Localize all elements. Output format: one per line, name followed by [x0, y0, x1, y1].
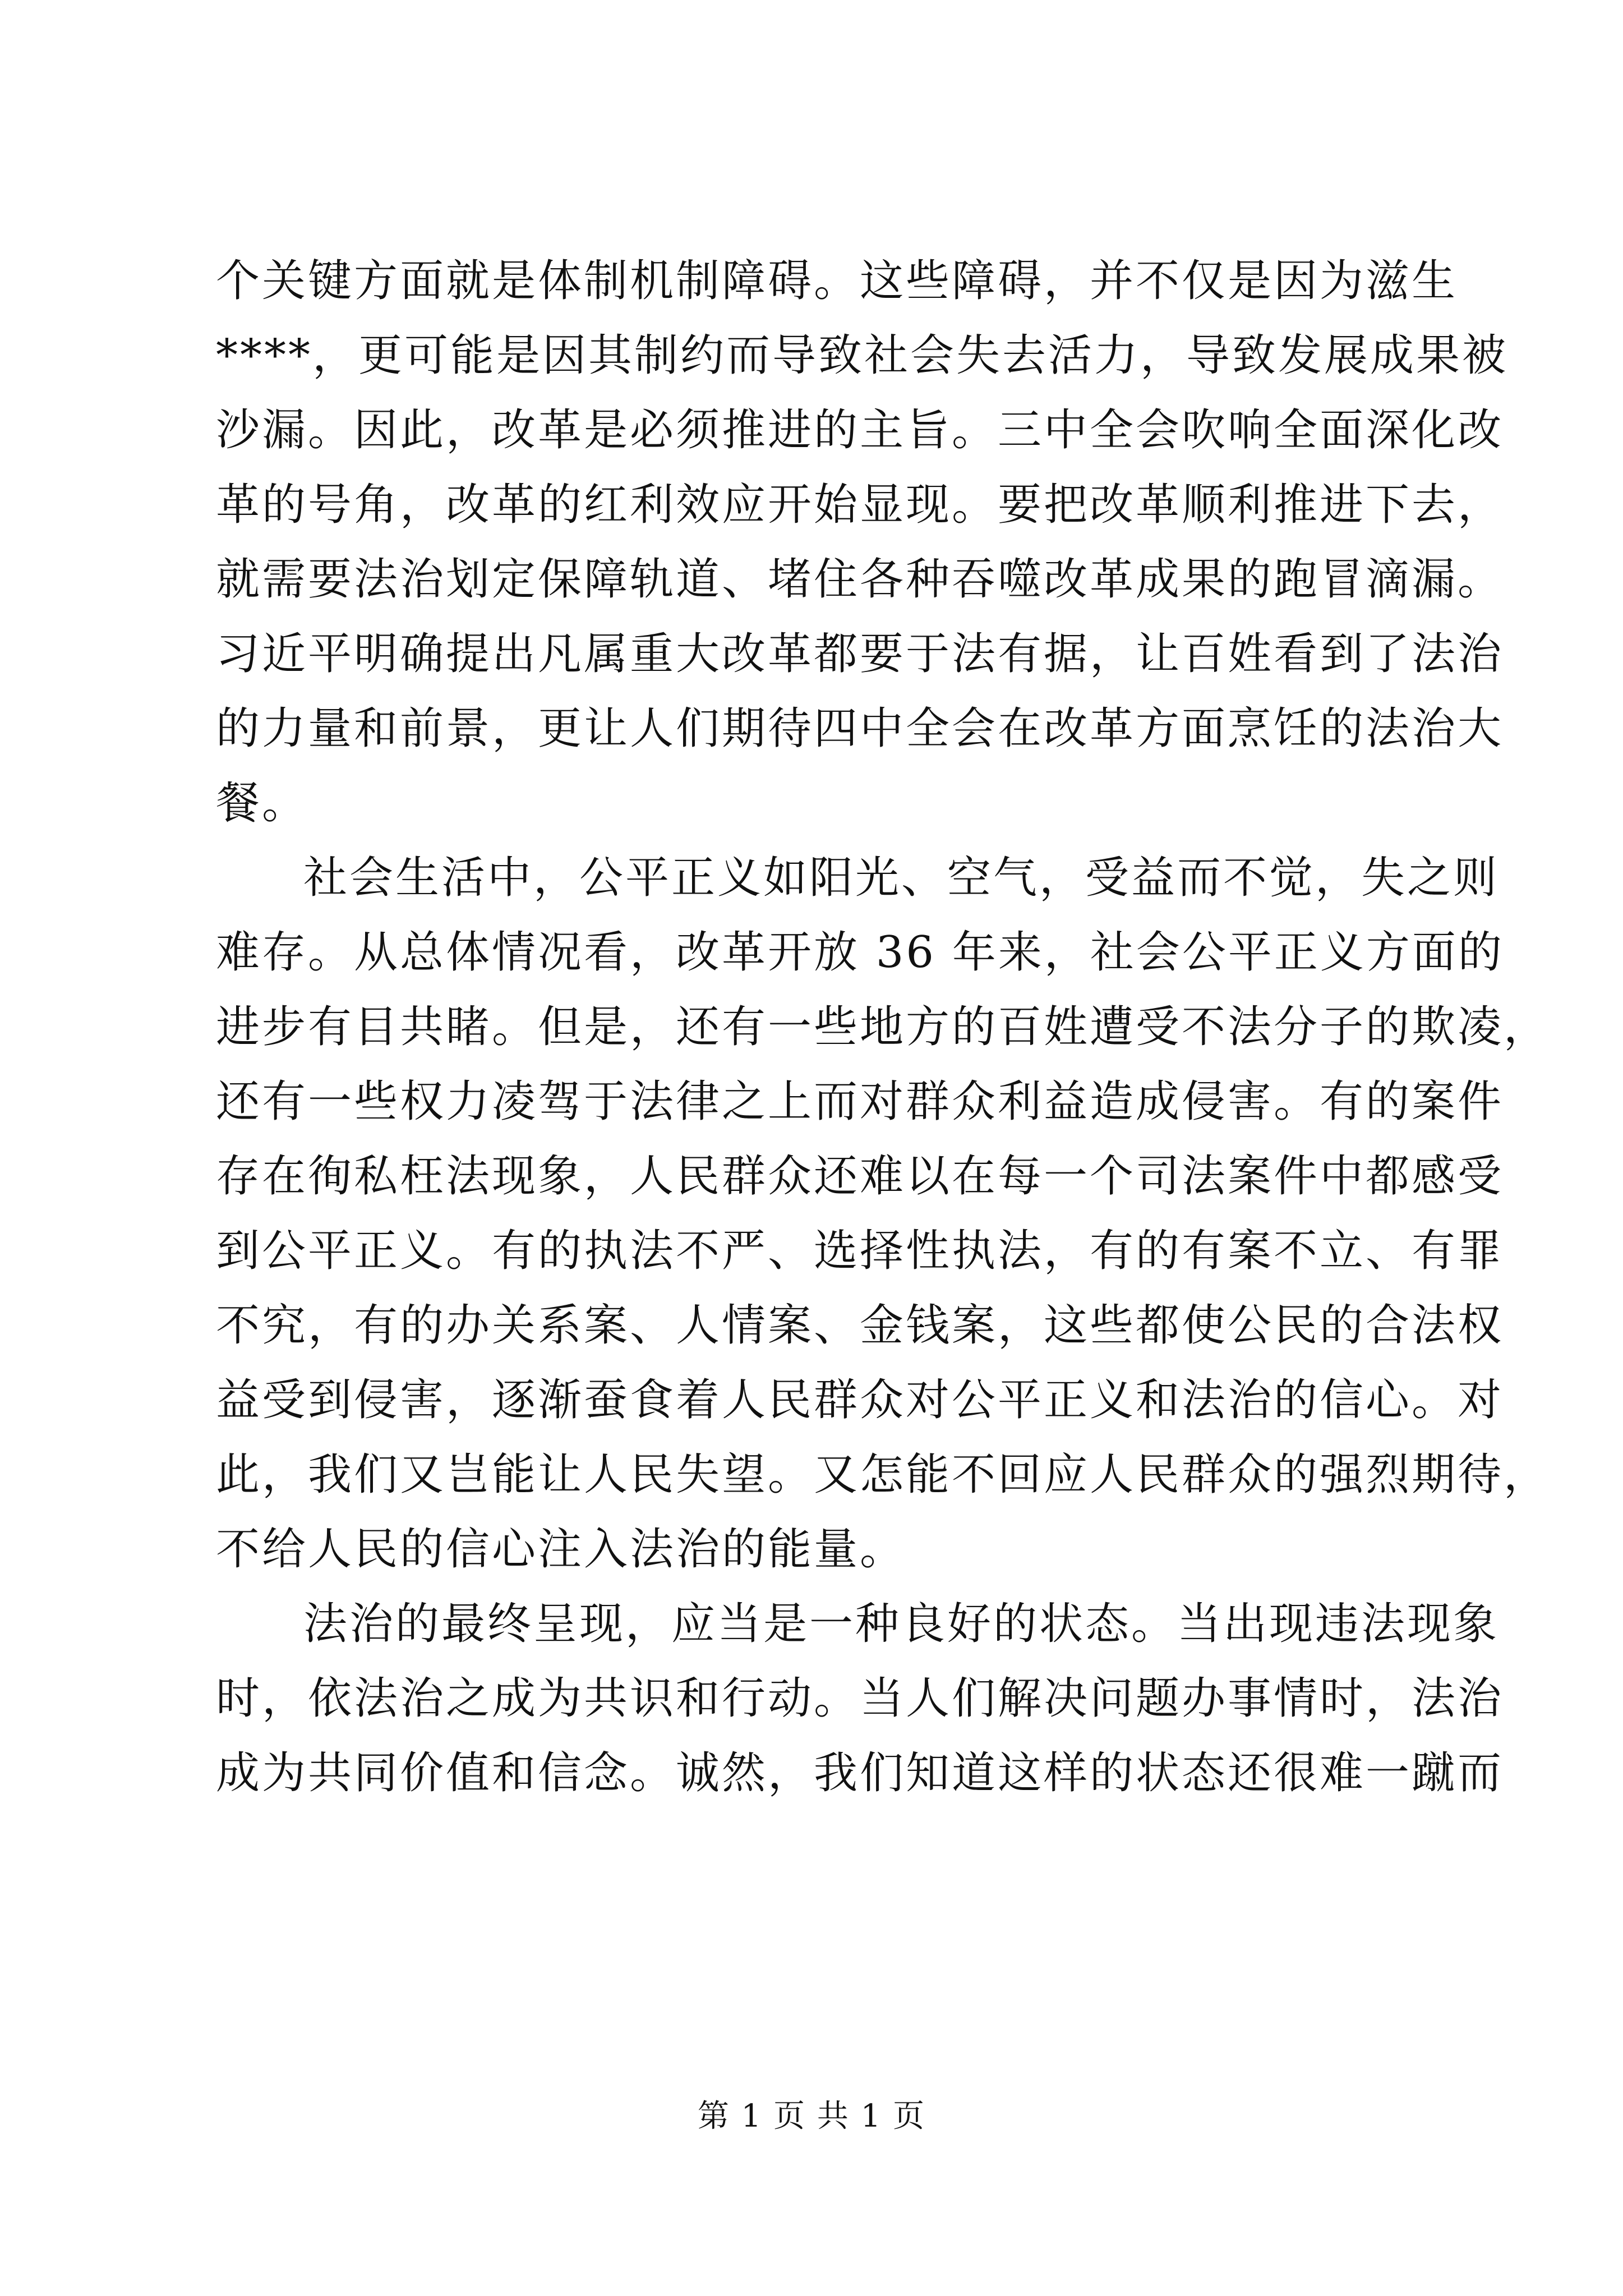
text-line: 不给人民的信心注入法治的能量。 [216, 1524, 906, 1575]
text-line: 个关键方面就是体制机制障碍。这些障碍，并不仅是因为滋生 [216, 256, 1458, 306]
page-footer [0, 2091, 1623, 2136]
text-line: 社会生活中，公平正义如阳光、空气，受益而不觉，失之则 [303, 853, 1500, 903]
text-line: 难存。从总体情况看，改革开放 36 年来，社会公平正义方面的 [216, 927, 1504, 978]
text-line: 习近平明确提出凡属重大改革都要于法有据，让百姓看到了法治 [216, 629, 1504, 679]
text-line: 进步有目共睹。但是，还有一些地方的百姓遭受不法分子的欺凌， [216, 1002, 1550, 1052]
text-line: 就需要法治划定保障轨道、堵住各种吞噬改革成果的跑冒滴漏。 [216, 554, 1504, 605]
text-line: 时，依法治之成为共识和行动。当人们解决问题办事情时，法治 [216, 1673, 1504, 1724]
text-line: 沙漏。因此，改革是必须推进的主旨。三中全会吹响全面深化改 [216, 405, 1504, 455]
text-line: 还有一些权力凌驾于法律之上而对群众利益造成侵害。有的案件 [216, 1076, 1504, 1127]
text-line: 法治的最终呈现，应当是一种良好的状态。当出现违法现象 [303, 1599, 1500, 1649]
text-line: 的力量和前景，更让人们期待四中全会在改革方面烹饪的法治大 [216, 703, 1504, 754]
text-line: 革的号角，改革的红利效应开始显现。要把改革顺利推进下去， [216, 480, 1504, 530]
text-line: 此，我们又岂能让人民失望。又怎能不回应人民群众的强烈期待， [216, 1450, 1550, 1500]
text-line: 存在徇私枉法现象，人民群众还难以在每一个司法案件中都感受 [216, 1151, 1504, 1202]
text-line: ****，更可能是因其制约而导致社会失去活力，导致发展成果被 [216, 330, 1509, 381]
text-line: 成为共同价值和信念。诚然，我们知道这样的状态还很难一蹴而 [216, 1748, 1504, 1798]
paragraph [216, 244, 1509, 841]
paragraph [216, 841, 1550, 1587]
paragraph [216, 1587, 1504, 1811]
text-line: 到公平正义。有的执法不严、选择性执法，有的有案不立、有罪 [216, 1226, 1504, 1276]
body-text [216, 244, 1550, 1811]
page-number-label: 第 1 页 共 1 页 [697, 2098, 926, 2134]
text-line: 餐。 [216, 778, 308, 829]
text-line: 益受到侵害，逐渐蚕食着人民群众对公平正义和法治的信心。对 [216, 1375, 1504, 1425]
text-line: 不究，有的办关系案、人情案、金钱案，这些都使公民的合法权 [216, 1300, 1504, 1351]
